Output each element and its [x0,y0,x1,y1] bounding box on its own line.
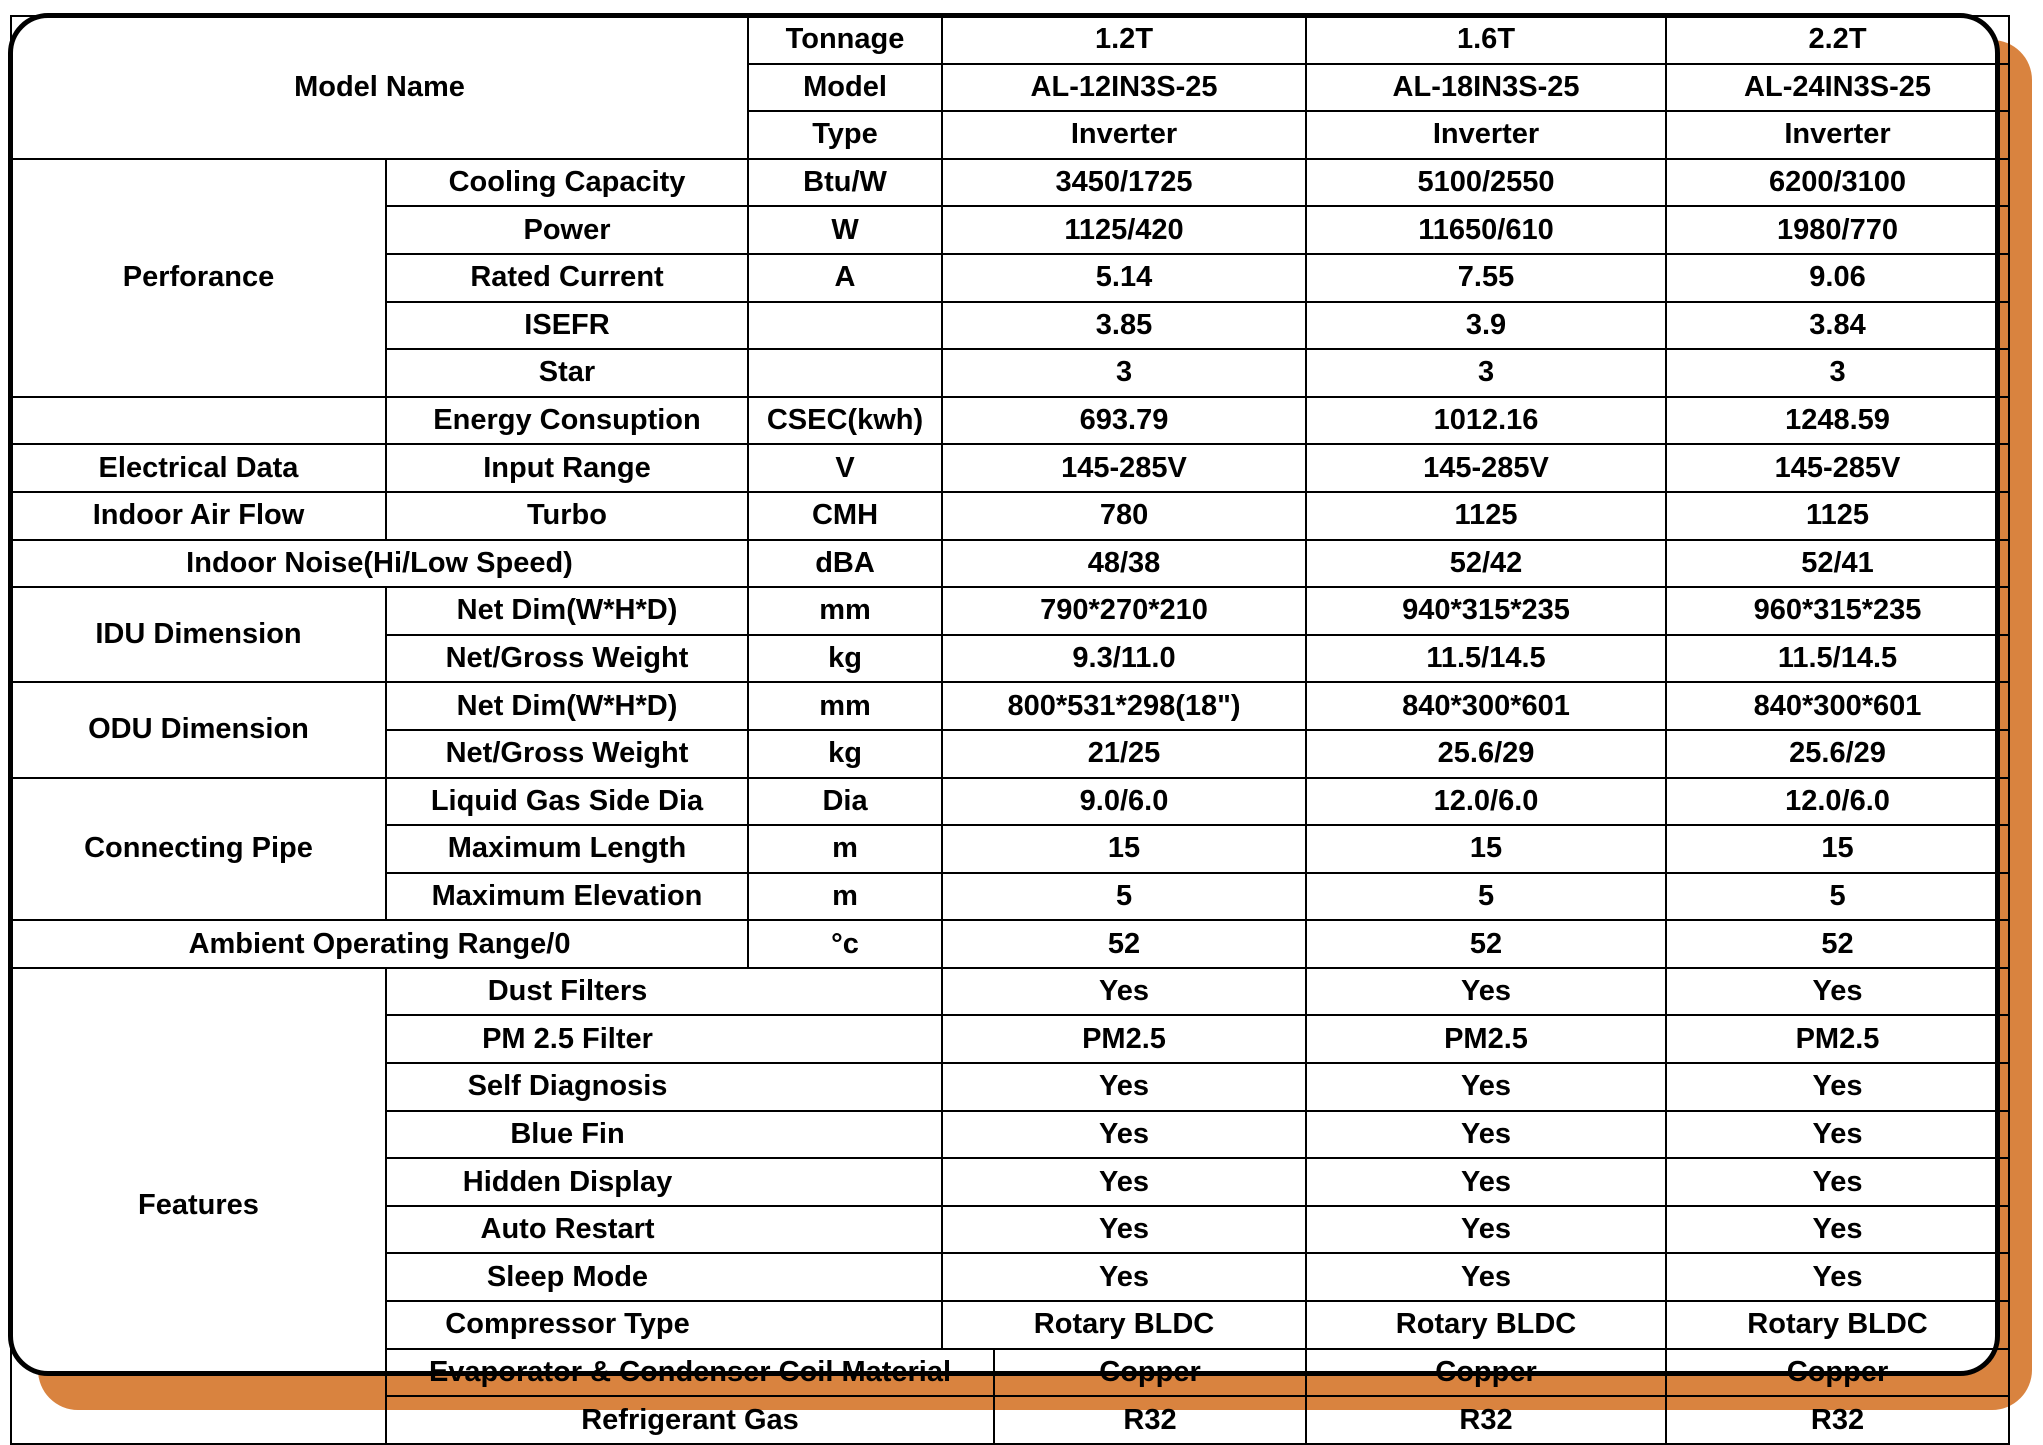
row-label: Turbo [386,492,748,540]
spacer-cell [748,968,942,1016]
feature-label: PM 2.5 Filter [386,1015,748,1063]
value-cell: Yes [942,1063,1306,1111]
value-cell: 5 [942,873,1306,921]
table-row [11,397,2009,445]
value-cell: R32 [1666,1396,2009,1444]
feature-label: Dust Filters [386,968,748,1016]
section-label: IDU Dimension [11,587,386,682]
unit-cell: °c [748,920,942,968]
spacer-cell [748,1253,942,1301]
value-cell: 11.5/14.5 [1306,635,1666,683]
value-cell: 1125 [1306,492,1666,540]
tonnage-value: 2.2T [1666,16,2009,64]
value-cell: 9.06 [1666,254,2009,302]
value-cell: Yes [1666,1253,2009,1301]
unit-cell: mm [748,682,942,730]
value-cell: 15 [1306,825,1666,873]
value-cell: Yes [942,1206,1306,1254]
value-cell: 693.79 [942,397,1306,445]
section-label: Features [11,968,386,1444]
unit-cell: W [748,206,942,254]
value-cell: 3450/1725 [942,159,1306,207]
section-label: Electrical Data [11,444,386,492]
feature-label: Blue Fin [386,1111,748,1159]
unit-cell [748,349,942,397]
value-cell: Yes [1666,968,2009,1016]
spacer-cell [748,1063,942,1111]
section-label: ODU Dimension [11,682,386,777]
value-cell: Yes [1666,1206,2009,1254]
row-label: Energy Consuption [386,397,748,445]
spec-sheet-card [8,13,2000,1436]
value-cell: 800*531*298(18") [942,682,1306,730]
table-row [11,920,2009,968]
section-label: Perforance [11,159,386,397]
value-cell: 12.0/6.0 [1666,778,2009,826]
value-cell: 3 [1666,349,2009,397]
type-value: Inverter [1306,111,1666,159]
row-label: Liquid Gas Side Dia [386,778,748,826]
unit-cell: dBA [748,540,942,588]
value-cell: Yes [942,1158,1306,1206]
value-cell: 840*300*601 [1666,682,2009,730]
unit-cell: Btu/W [748,159,942,207]
section-label: Indoor Noise(Hi/Low Speed) [11,540,748,588]
value-cell: Yes [1666,1158,2009,1206]
row-label: Net Dim(W*H*D) [386,682,748,730]
unit-cell: kg [748,730,942,778]
value-cell: Yes [1306,1253,1666,1301]
section-label: Model Name [11,16,748,159]
row-label: Tonnage [748,16,942,64]
value-cell: Yes [1666,1063,2009,1111]
value-cell: 145-285V [942,444,1306,492]
model-value: AL-12IN3S-25 [942,64,1306,112]
unit-cell: kg [748,635,942,683]
value-cell: PM2.5 [942,1015,1306,1063]
model-value: AL-24IN3S-25 [1666,64,2009,112]
value-cell: Yes [1666,1111,2009,1159]
value-cell: Copper [1306,1349,1666,1397]
value-cell: R32 [1306,1396,1666,1444]
value-cell: 25.6/29 [1306,730,1666,778]
value-cell: Copper [1666,1349,2009,1397]
spec-table [10,15,2010,1445]
unit-cell: mm [748,587,942,635]
unit-cell: m [748,873,942,921]
value-cell: 9.3/11.0 [942,635,1306,683]
value-cell: 15 [942,825,1306,873]
row-label: Net/Gross Weight [386,635,748,683]
table-row [11,159,2009,207]
value-cell: Yes [1306,1063,1666,1111]
value-cell: 960*315*235 [1666,587,2009,635]
row-label: Rated Current [386,254,748,302]
value-cell: PM2.5 [1306,1015,1666,1063]
table-row [11,778,2009,826]
empty-section-cell [11,397,386,445]
spacer-cell [748,1111,942,1159]
value-cell: 12.0/6.0 [1306,778,1666,826]
value-cell: 3.9 [1306,302,1666,350]
table-row [11,968,2009,1016]
value-cell: 52/41 [1666,540,2009,588]
value-cell: Rotary BLDC [1666,1301,2009,1349]
tonnage-value: 1.2T [942,16,1306,64]
value-cell: 3.85 [942,302,1306,350]
type-value: Inverter [942,111,1306,159]
value-cell: 52 [1666,920,2009,968]
value-cell: 52/42 [1306,540,1666,588]
value-cell: 1248.59 [1666,397,2009,445]
value-cell: 3.84 [1666,302,2009,350]
spacer-cell [748,1158,942,1206]
row-label: Maximum Elevation [386,873,748,921]
value-cell: 5 [1666,873,2009,921]
feature-label: Hidden Display [386,1158,748,1206]
value-cell: 3 [942,349,1306,397]
value-cell: 11650/610 [1306,206,1666,254]
row-label: Power [386,206,748,254]
value-cell: 3 [1306,349,1666,397]
unit-cell: CMH [748,492,942,540]
value-cell: PM2.5 [1666,1015,2009,1063]
feature-label: Evaporator & Condenser Coil Material [386,1349,994,1397]
value-cell: 5 [1306,873,1666,921]
value-cell: Yes [1306,1111,1666,1159]
value-cell: 1980/770 [1666,206,2009,254]
row-label: Cooling Capacity [386,159,748,207]
row-label: Star [386,349,748,397]
unit-cell: m [748,825,942,873]
value-cell: 940*315*235 [1306,587,1666,635]
row-label: Model [748,64,942,112]
table-row [11,540,2009,588]
value-cell: 5100/2550 [1306,159,1666,207]
value-cell: 840*300*601 [1306,682,1666,730]
table-row [11,587,2009,635]
value-cell: 1125/420 [942,206,1306,254]
value-cell: 21/25 [942,730,1306,778]
unit-cell: V [748,444,942,492]
feature-label: Auto Restart [386,1206,748,1254]
feature-label: Self Diagnosis [386,1063,748,1111]
row-label: ISEFR [386,302,748,350]
tonnage-value: 1.6T [1306,16,1666,64]
row-label: Type [748,111,942,159]
value-cell: Yes [942,1253,1306,1301]
row-label: Net/Gross Weight [386,730,748,778]
row-label: Net Dim(W*H*D) [386,587,748,635]
value-cell: 11.5/14.5 [1666,635,2009,683]
table-row [11,492,2009,540]
value-cell: Yes [1306,1206,1666,1254]
value-cell: 1125 [1666,492,2009,540]
row-label: Maximum Length [386,825,748,873]
feature-label: Sleep Mode [386,1253,748,1301]
value-cell: Rotary BLDC [942,1301,1306,1349]
section-label: Ambient Operating Range/0 [11,920,748,968]
section-label: Indoor Air Flow [11,492,386,540]
value-cell: 1012.16 [1306,397,1666,445]
spacer-cell [748,1015,942,1063]
value-cell: 145-285V [1666,444,2009,492]
value-cell: Rotary BLDC [1306,1301,1666,1349]
table-row [11,16,2009,64]
value-cell: Copper [994,1349,1306,1397]
unit-cell: A [748,254,942,302]
spacer-cell [748,1301,942,1349]
spacer-cell [748,1206,942,1254]
value-cell: 145-285V [1306,444,1666,492]
value-cell: 15 [1666,825,2009,873]
unit-cell: Dia [748,778,942,826]
section-label: Connecting Pipe [11,778,386,921]
value-cell: Yes [942,968,1306,1016]
value-cell: 6200/3100 [1666,159,2009,207]
value-cell: Yes [1306,1158,1666,1206]
value-cell: Yes [942,1111,1306,1159]
unit-cell [748,302,942,350]
model-value: AL-18IN3S-25 [1306,64,1666,112]
value-cell: 48/38 [942,540,1306,588]
table-row [11,444,2009,492]
value-cell: 52 [942,920,1306,968]
table-row [11,682,2009,730]
value-cell: 780 [942,492,1306,540]
value-cell: 52 [1306,920,1666,968]
value-cell: 9.0/6.0 [942,778,1306,826]
value-cell: Yes [1306,968,1666,1016]
feature-label: Refrigerant Gas [386,1396,994,1444]
row-label: Input Range [386,444,748,492]
value-cell: 7.55 [1306,254,1666,302]
feature-label: Compressor Type [386,1301,748,1349]
value-cell: 5.14 [942,254,1306,302]
type-value: Inverter [1666,111,2009,159]
value-cell: 25.6/29 [1666,730,2009,778]
value-cell: 790*270*210 [942,587,1306,635]
value-cell: R32 [994,1396,1306,1444]
unit-cell: CSEC(kwh) [748,397,942,445]
